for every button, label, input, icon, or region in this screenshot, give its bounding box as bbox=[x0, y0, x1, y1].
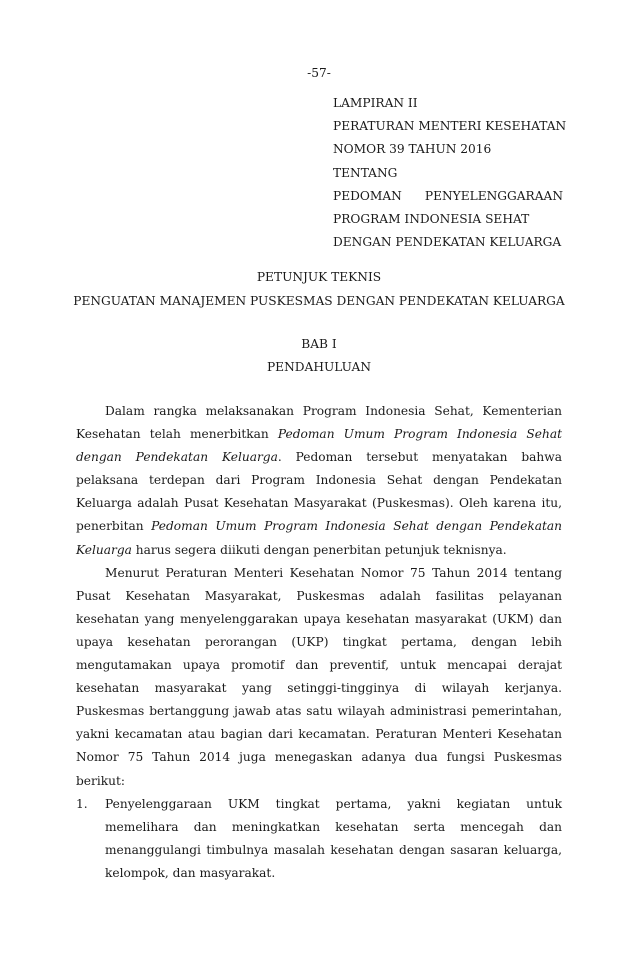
attachment-header bbox=[333, 92, 567, 254]
attachment-line bbox=[333, 185, 563, 208]
attachment-line: NOMOR 39 TAHUN 2016 bbox=[333, 142, 492, 157]
list-item-number: 1. bbox=[76, 796, 88, 811]
paragraph-2: Menurut Peraturan Menteri Kesehatan Nomor 75 Tahun 2014 tentang Pusat Kesehatan Masyarakat, Puskesmas adalah fasilitas pelayanan kesehatan yang menyelenggarakan upaya kesehatan masyarakat (UKM) dan upaya kesehatan perorangan (UKP) tingkat pertama, dengan lebih mengutamakan upaya promotif dan preventif, untuk mencapai derajat kesehatan masyarakat yang setinggi-tingginya di wilayah kerjanya. Puskesmas bertanggung jawab atas satu wilayah administrasi pemerintahan, yakni kecamatan atau bagian dari kecamatan. Peraturan Menteri Kesehatan Nomor 75 Tahun 2014 juga menegaskan adanya dua fungsi Puskesmas berikut: bbox=[76, 565, 562, 788]
document-reference: Pedoman Umum Program Indonesia Sehat dengan Pendekatan Keluarga bbox=[76, 519, 562, 557]
document-title-line2: PENGUATAN MANAJEMEN PUSKESMAS DENGAN PENDEKATAN KELUARGA bbox=[73, 294, 565, 308]
attachment-line: LAMPIRAN II bbox=[333, 96, 418, 110]
page-number: -57- bbox=[307, 66, 331, 80]
attachment-line: PROGRAM INDONESIA SEHAT bbox=[333, 212, 530, 227]
body-text bbox=[76, 400, 562, 885]
attachment-word: PEDOMAN bbox=[333, 188, 402, 203]
attachment-word: PENYELENGGARAAN bbox=[424, 188, 563, 203]
paragraph-text: . Pedoman tersebut menyatakan bahwa pelaksana terdepan dari Program Indonesia Sehat dengan Pendekatan Keluarga adalah Pusat Kesehatan Masyarakat (Puskesmas). Oleh karena itu, penerbitan bbox=[76, 450, 562, 534]
list-item-text: Penyelenggaraan UKM tingkat pertama, yakni kegiatan untuk memelihara dan meningkatkan kesehatan serta mencegah dan menanggulangi timbulnya masalah kesehatan dengan sasaran keluarga, kelompok, dan masyarakat. bbox=[105, 796, 562, 880]
attachment-line: DENGAN PENDEKATAN KELUARGA bbox=[333, 235, 562, 250]
chapter-title: PENDAHULUAN bbox=[266, 360, 372, 374]
list-item bbox=[76, 793, 562, 885]
attachment-line: PERATURAN MENTERI KESEHATAN bbox=[333, 119, 567, 134]
paragraph-1 bbox=[76, 400, 562, 562]
chapter-number: BAB I bbox=[301, 337, 337, 351]
paragraph-text: harus segera diikuti dengan penerbitan petunjuk teknisnya. bbox=[131, 542, 507, 557]
paragraph-text: Dalam rangka melaksanakan Program Indonesia Sehat, Kementerian Kesehatan telah menerbitkan bbox=[76, 404, 562, 442]
document-title-line1: PETUNJUK TEKNIS bbox=[256, 270, 382, 284]
attachment-line: TENTANG bbox=[333, 165, 398, 180]
document-reference: Pedoman Umum Program Indonesia Sehat dengan Pendekatan Keluarga bbox=[76, 427, 562, 465]
